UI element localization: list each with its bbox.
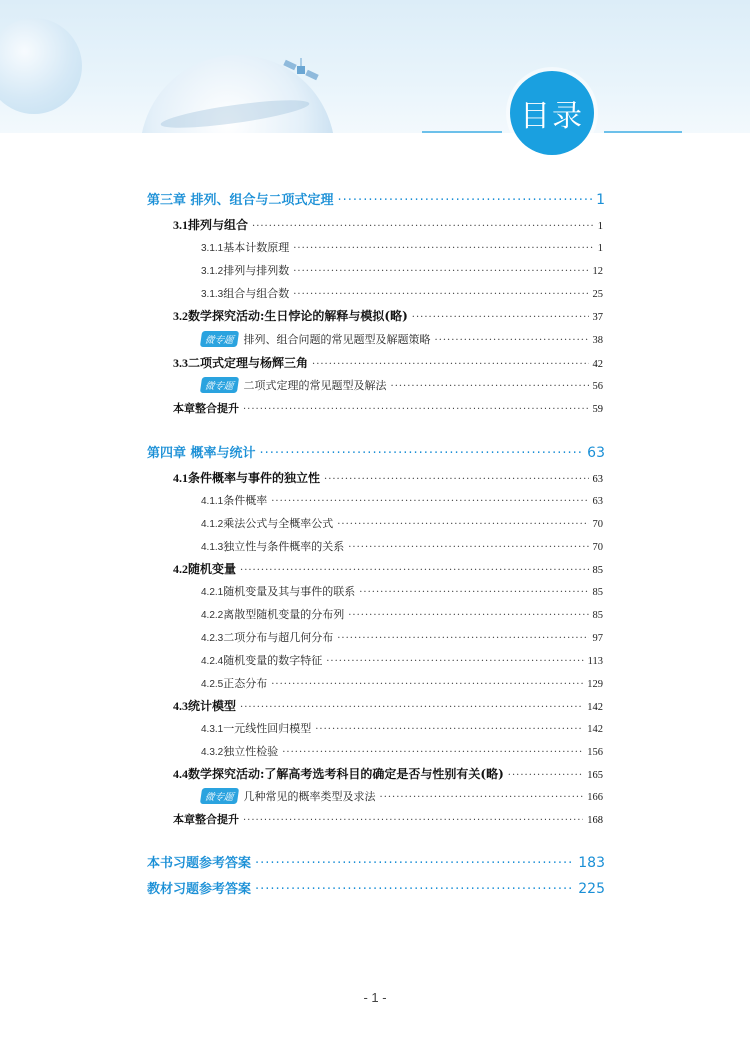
toc-section-4-2[interactable]	[173, 560, 603, 577]
page-number: 42	[592, 359, 603, 370]
page-number: 142	[587, 724, 603, 735]
toc-subsection[interactable]	[201, 515, 603, 531]
subsection-number: 3.1.2	[201, 266, 224, 277]
toc-special-topic[interactable]	[201, 377, 603, 393]
subsection-number: 4.2.3	[201, 633, 224, 644]
subsection-number: 4.2.4	[201, 656, 224, 667]
subsection-number: 4.2.1	[201, 587, 224, 598]
toc-answers-book[interactable]	[147, 852, 605, 871]
page-number: 156	[587, 747, 603, 758]
subsection-title: 条件概率	[223, 494, 268, 507]
title-rule-left	[422, 131, 502, 133]
toc-subsection[interactable]	[201, 606, 603, 622]
toc-subsection[interactable]	[201, 675, 603, 691]
page-title: 目录	[510, 71, 594, 155]
subsection-title: 一元线性回归模型	[223, 722, 312, 735]
chapter-title: 第三章 排列、组合与二项式定理	[147, 193, 334, 208]
summary-title: 本章整合提升	[173, 813, 239, 826]
toc-subsection[interactable]	[201, 262, 603, 278]
page-number: 1	[597, 221, 603, 232]
page-number: 70	[592, 519, 603, 530]
subsection-title: 组合与组合数	[223, 287, 290, 300]
special-topic-badge: 微专题	[200, 331, 239, 347]
toc-subsection[interactable]	[201, 743, 603, 759]
toc-subsection[interactable]	[201, 492, 603, 508]
subsection-title: 随机变量的数字特征	[223, 654, 323, 667]
answers-title: 本书习题参考答案	[147, 856, 252, 871]
page-number: 113	[587, 656, 603, 667]
page-number: 165	[587, 770, 603, 781]
satellite-icon	[282, 56, 322, 86]
page-number: 97	[592, 633, 603, 644]
title-rule-right	[604, 131, 682, 133]
section-title: 统计模型	[188, 699, 237, 713]
subsection-number: 4.1.1	[201, 496, 224, 507]
special-topic-title: 排列、组合问题的常见题型及解题策略	[243, 333, 431, 346]
subsection-number: 4.3.1	[201, 724, 224, 735]
subsection-title: 独立性检验	[223, 745, 279, 758]
toc-subsection[interactable]	[201, 239, 603, 255]
page-number: 85	[592, 610, 603, 621]
toc-answers-textbook[interactable]	[147, 878, 605, 897]
toc-subsection[interactable]	[201, 538, 603, 554]
subsection-title: 离散型随机变量的分布列	[223, 608, 345, 621]
page-number: 225	[578, 881, 605, 897]
toc-subsection[interactable]	[201, 720, 603, 736]
subsection-title: 乘法公式与全概率公式	[223, 517, 334, 530]
page-number: 142	[587, 702, 603, 713]
page-number: 25	[592, 289, 603, 300]
page-number: 63	[587, 445, 605, 461]
section-number: 3.1	[173, 218, 188, 232]
section-number: 4.3	[173, 699, 188, 713]
page-number: 85	[592, 587, 603, 598]
page-number: 12	[592, 266, 603, 277]
answers-title: 教材习题参考答案	[147, 882, 252, 897]
page-number: 37	[592, 312, 603, 323]
subsection-title: 二项分布与超几何分布	[223, 631, 334, 644]
section-title: 二项式定理与杨辉三角	[188, 356, 309, 370]
page-number: 59	[592, 404, 603, 415]
page-folio: - 1 -	[363, 990, 387, 1005]
toc-chapter-4[interactable]	[147, 442, 605, 461]
planet-icon	[0, 18, 82, 114]
section-number: 4.1	[173, 471, 188, 485]
page-number: 166	[587, 792, 603, 803]
subsection-title: 正态分布	[223, 677, 268, 690]
toc-chapter-summary[interactable]	[173, 811, 603, 827]
subsection-number: 4.1.3	[201, 542, 224, 553]
page-number: 129	[587, 679, 603, 690]
page-number: 183	[578, 855, 605, 871]
section-title: 数学探究活动:了解高考选考科目的确定是否与性别有关(略)	[188, 767, 504, 781]
page-number: 1	[596, 192, 605, 208]
summary-title: 本章整合提升	[173, 402, 239, 415]
toc-subsection[interactable]	[201, 652, 603, 668]
special-topic-badge: 微专题	[200, 788, 239, 804]
subsection-title: 独立性与条件概率的关系	[223, 540, 345, 553]
page-number: 168	[587, 815, 603, 826]
subsection-title: 排列与排列数	[223, 264, 290, 277]
toc-chapter-summary[interactable]	[173, 400, 603, 416]
header-banner	[0, 0, 750, 133]
toc-special-topic[interactable]	[201, 331, 603, 347]
toc-subsection[interactable]	[201, 629, 603, 645]
toc-subsection[interactable]	[201, 285, 603, 301]
page-number: 56	[592, 381, 603, 392]
subsection-title: 随机变量及其与事件的联系	[223, 585, 356, 598]
subsection-number: 4.1.2	[201, 519, 224, 530]
toc-section-4-4[interactable]	[173, 765, 603, 782]
toc-section-4-1[interactable]	[173, 469, 603, 486]
special-topic-title: 二项式定理的常见题型及解法	[243, 379, 387, 392]
page-number: 63	[592, 474, 603, 485]
subsection-number: 4.2.2	[201, 610, 224, 621]
page-number: 85	[592, 565, 603, 576]
section-number: 4.4	[173, 767, 188, 781]
toc-section-3-1[interactable]	[173, 216, 603, 233]
subsection-number: 3.1.1	[201, 243, 224, 254]
special-topic-badge: 微专题	[200, 377, 239, 393]
toc-section-3-2[interactable]	[173, 307, 603, 324]
toc-subsection[interactable]	[201, 583, 603, 599]
section-number: 3.2	[173, 309, 188, 323]
page-number: 63	[592, 496, 603, 507]
special-topic-title: 几种常见的概率类型及求法	[243, 790, 376, 803]
section-title: 条件概率与事件的独立性	[188, 471, 321, 485]
chapter-title: 第四章 概率与统计	[147, 446, 256, 461]
subsection-number: 4.2.5	[201, 679, 224, 690]
subsection-title: 基本计数原理	[223, 241, 290, 254]
subsection-number: 4.3.2	[201, 747, 224, 758]
page-number: 70	[592, 542, 603, 553]
toc-section-3-3[interactable]	[173, 354, 603, 371]
section-number: 4.2	[173, 562, 188, 576]
section-number: 3.3	[173, 356, 188, 370]
toc-chapter-3[interactable]	[147, 189, 605, 208]
page-number: 38	[592, 335, 603, 346]
page-number: 1	[597, 243, 603, 254]
toc-special-topic[interactable]	[201, 788, 603, 804]
toc-section-4-3[interactable]	[173, 697, 603, 714]
subsection-number: 3.1.3	[201, 289, 224, 300]
section-title: 排列与组合	[188, 218, 249, 232]
section-title: 数学探究活动:生日悖论的解释与模拟(略)	[188, 309, 408, 323]
section-title: 随机变量	[188, 562, 237, 576]
